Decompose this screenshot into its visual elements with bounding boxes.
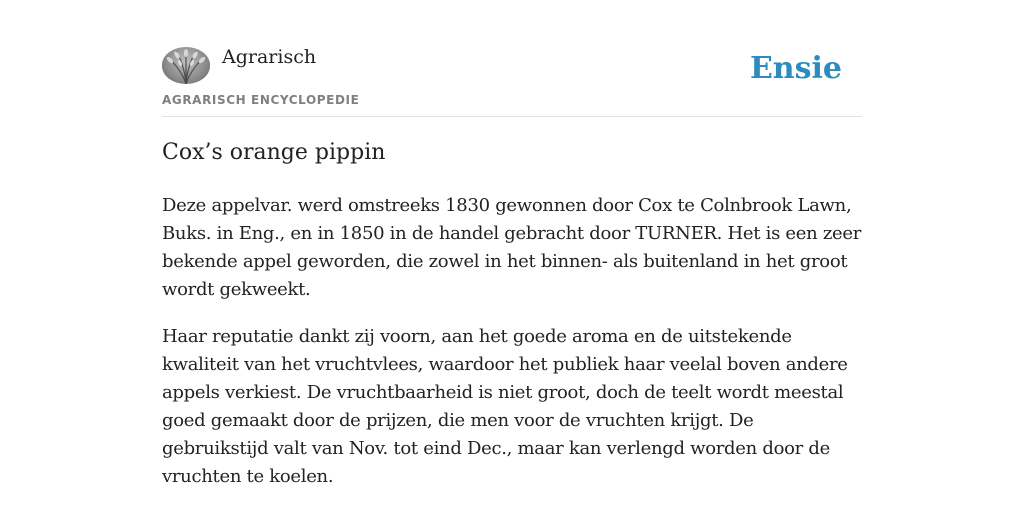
source-subtitle: AGRARISCH ENCYCLOPEDIE [162, 93, 360, 107]
source-name[interactable]: Agrarisch [222, 46, 317, 68]
article-title: Cox’s orange pippin [162, 140, 386, 165]
header [162, 40, 862, 117]
brand-logo-link[interactable]: Ensie [749, 51, 842, 86]
wheat-icon [162, 47, 210, 84]
article-body [162, 192, 862, 510]
source-avatar[interactable] [162, 47, 210, 84]
article-paragraph: Haar reputatie dankt zij voorn, aan het goede aroma en de uitstekende kwaliteit van het vruchtvlees, waardoor het publiek haar veelal boven andere appels verkiest. De vruchtbaarheid is niet groot, doch de teelt wordt meestal goed gemaakt door de prijzen, die men voor de vruchten krijgt. De gebruikstijd valt van Nov. tot eind Dec., maar kan verlengd worden door de vruchten te koelen. [162, 326, 848, 487]
article-paragraph: Deze appelvar. werd omstreeks 1830 gewonnen door Cox te Colnbrook Lawn, Buks. in Eng., en in 1850 in de handel gebracht door TURNER. Het is een zeer bekende appel geworden, die zowel in het binnen- als buitenland in het groot wordt gekweekt. [162, 195, 862, 300]
